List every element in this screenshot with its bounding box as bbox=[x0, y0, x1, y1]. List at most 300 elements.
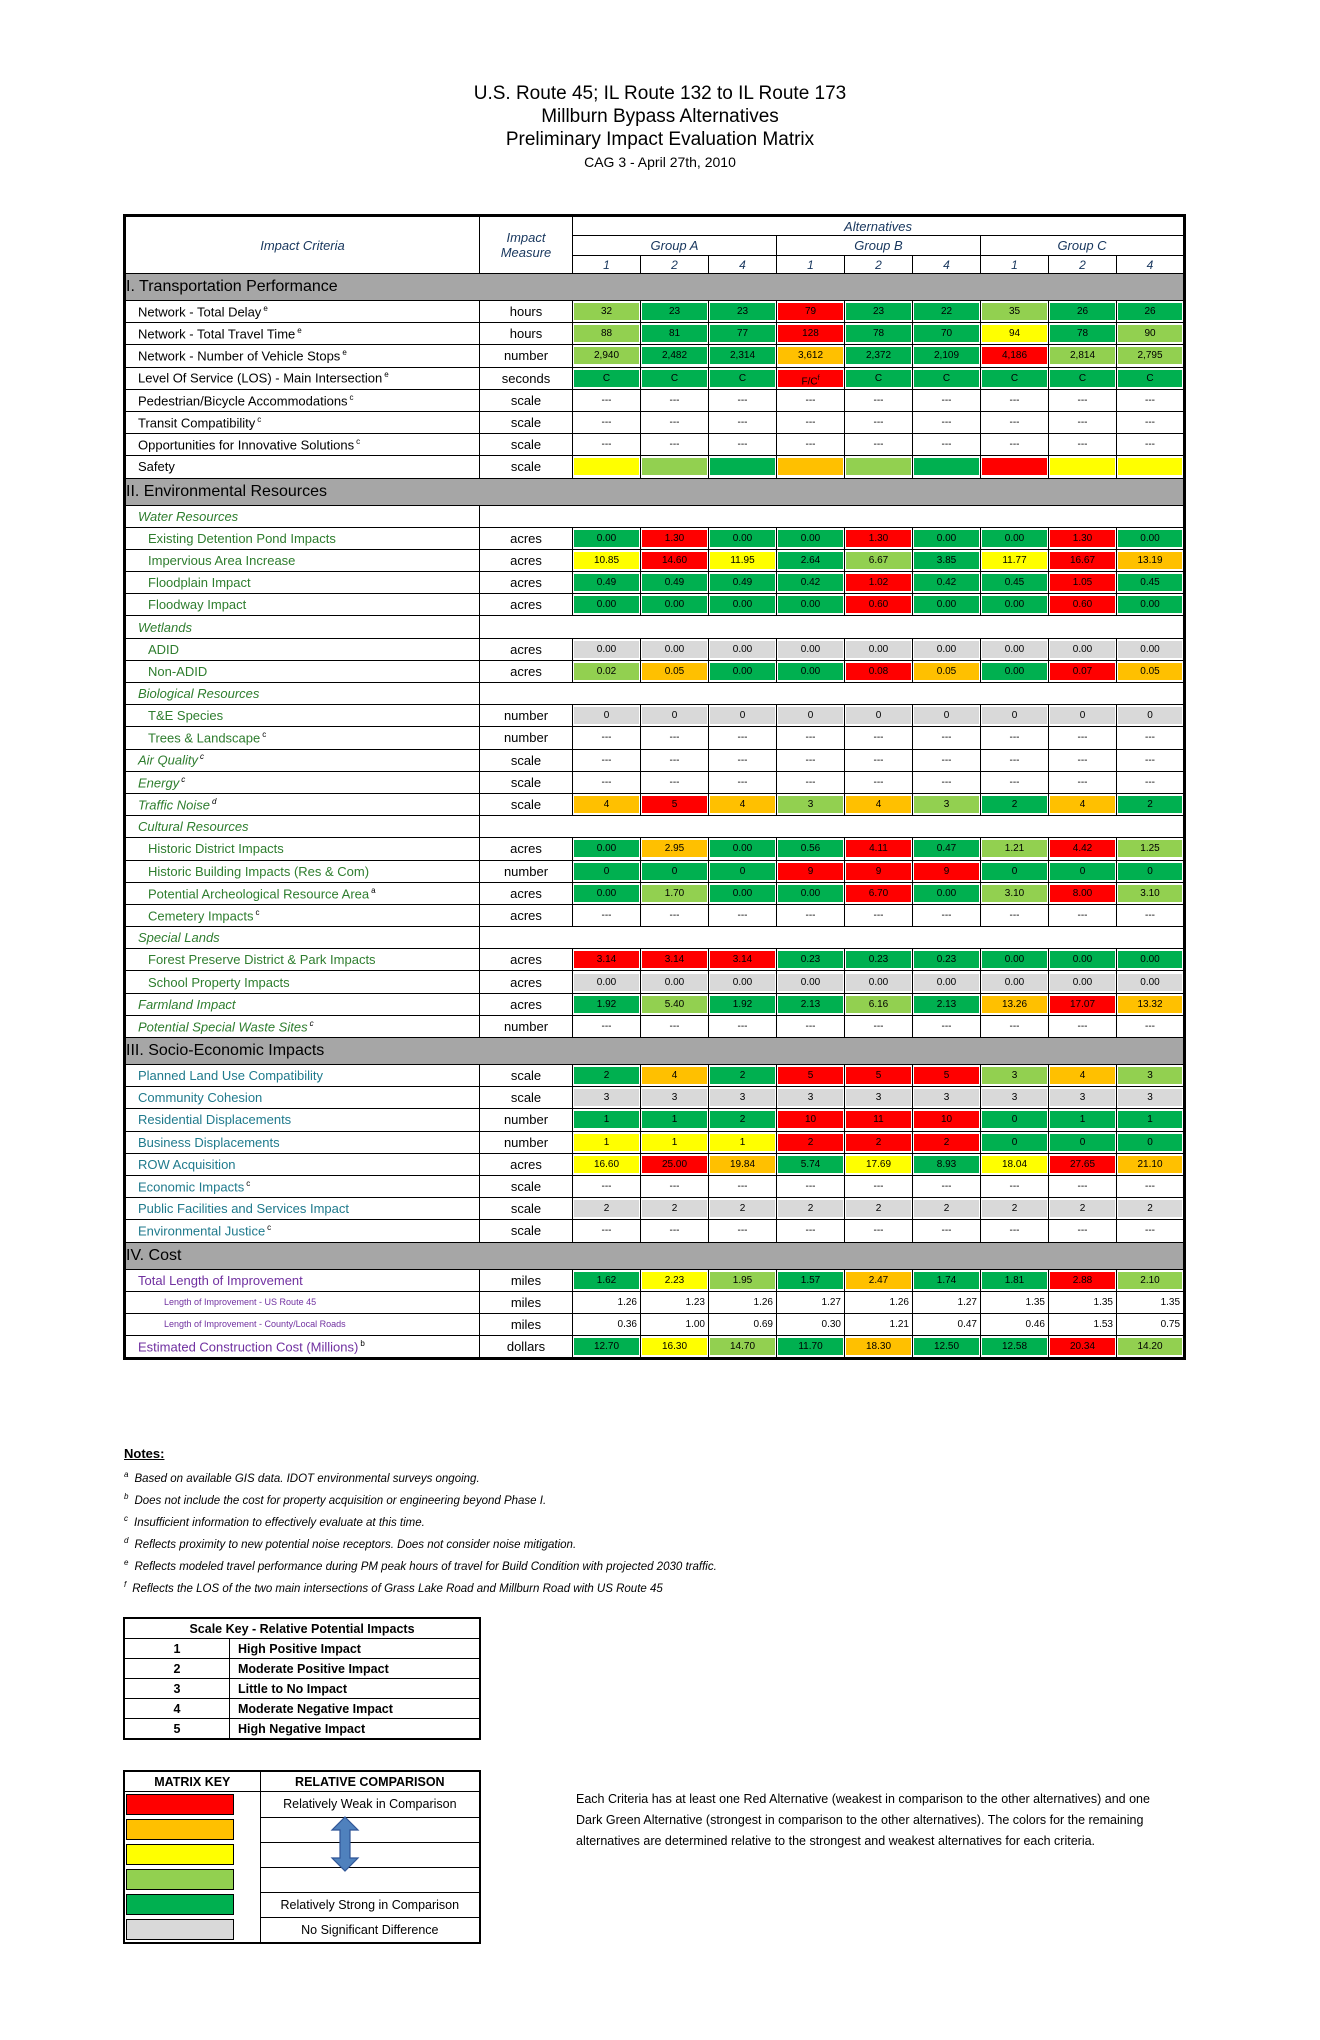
alternative-value-cell bbox=[709, 949, 777, 971]
value-swatch bbox=[642, 370, 707, 387]
value-swatch bbox=[574, 1294, 637, 1311]
alternative-value-cell bbox=[1117, 1109, 1185, 1131]
alternative-value-cell bbox=[573, 749, 641, 771]
value-swatch bbox=[1118, 530, 1182, 547]
criteria-row bbox=[125, 1220, 1185, 1242]
alternative-value-cell bbox=[641, 660, 709, 682]
alternative-value-cell bbox=[641, 1198, 709, 1220]
alternative-value: --- bbox=[1145, 1225, 1156, 1237]
alternative-value-cell bbox=[573, 771, 641, 793]
alternative-value: --- bbox=[669, 1225, 680, 1237]
alternative-value: --- bbox=[1145, 776, 1156, 788]
alternative-value: 1.26 bbox=[889, 1296, 909, 1308]
alternative-value-cell bbox=[981, 949, 1049, 971]
criteria-row bbox=[125, 549, 1185, 571]
alternative-value: 21.10 bbox=[1137, 1158, 1163, 1170]
alternative-value: 2 bbox=[807, 1203, 814, 1215]
footnote-marker: e bbox=[297, 326, 302, 336]
alternative-value: 16.67 bbox=[1069, 554, 1096, 566]
value-swatch bbox=[574, 752, 639, 769]
alternative-value: 3 bbox=[1011, 1092, 1018, 1104]
value-swatch bbox=[846, 1272, 911, 1289]
alternative-value-cell bbox=[777, 1109, 845, 1131]
alternative-value-cell bbox=[845, 323, 913, 345]
alternative-value-cell bbox=[1117, 1269, 1185, 1291]
alternative-value-cell bbox=[777, 549, 845, 571]
footnote-marker: c bbox=[309, 1018, 314, 1028]
value-swatch bbox=[1050, 996, 1115, 1013]
impact-measure: acres bbox=[480, 594, 573, 616]
value-swatch bbox=[778, 392, 843, 409]
alternative-value: --- bbox=[601, 417, 612, 429]
alternative-value-cell bbox=[641, 572, 709, 594]
value-swatch bbox=[710, 1067, 775, 1084]
value-swatch bbox=[1050, 1067, 1115, 1084]
value-swatch bbox=[914, 1156, 979, 1173]
alternative-value: 94 bbox=[1008, 328, 1021, 340]
alternative-value: --- bbox=[1145, 439, 1156, 451]
value-swatch bbox=[982, 1156, 1047, 1173]
value-swatch bbox=[846, 596, 911, 613]
criteria-row bbox=[125, 638, 1185, 660]
alternative-value-cell bbox=[913, 367, 981, 389]
criteria-row bbox=[125, 1065, 1185, 1087]
section-title: III. Socio-Economic Impacts bbox=[125, 1038, 1185, 1065]
alternative-value-cell bbox=[1117, 1065, 1185, 1087]
alternative-value: 16.60 bbox=[593, 1158, 620, 1170]
value-swatch bbox=[982, 951, 1047, 968]
impact-measure: scale bbox=[480, 1065, 573, 1087]
alternative-value: 0.00 bbox=[596, 843, 617, 855]
alternative-value: 5.40 bbox=[664, 998, 685, 1010]
value-swatch bbox=[846, 1018, 911, 1035]
alternative-value: 0.49 bbox=[732, 577, 753, 589]
alternative-value-cell bbox=[913, 993, 981, 1015]
value-swatch bbox=[982, 436, 1047, 453]
value-swatch bbox=[846, 1156, 911, 1173]
matrix-key-label: Relatively Strong in Comparison bbox=[260, 1892, 480, 1917]
criteria-label-text: Forest Preserve District & Park Impacts bbox=[148, 952, 376, 968]
value-swatch bbox=[1118, 663, 1182, 680]
value-swatch bbox=[1050, 1111, 1115, 1128]
alternative-value-cell bbox=[913, 860, 981, 882]
alternative-value: 5 bbox=[807, 1070, 814, 1082]
value-swatch bbox=[1050, 951, 1115, 968]
alternative-value: 0.00 bbox=[732, 643, 753, 655]
value-swatch bbox=[914, 1134, 979, 1151]
alternative-value: 78 bbox=[872, 328, 885, 340]
alternative-value: 6.70 bbox=[868, 887, 889, 899]
alternative-value-cell bbox=[1117, 860, 1185, 882]
value-swatch bbox=[710, 840, 775, 857]
alternative-value-cell bbox=[981, 456, 1049, 478]
value-swatch bbox=[778, 1222, 843, 1239]
value-swatch bbox=[778, 458, 843, 475]
matrix-key-swatch bbox=[126, 1894, 234, 1915]
alternative-value: --- bbox=[805, 754, 816, 766]
alternative-value: 10 bbox=[940, 1114, 953, 1126]
value-swatch bbox=[710, 458, 775, 475]
alternative-value-cell bbox=[641, 1336, 709, 1359]
value-swatch bbox=[846, 370, 911, 387]
alternative-value: 4.11 bbox=[869, 843, 888, 855]
value-swatch bbox=[1118, 436, 1182, 453]
alternative-value-cell bbox=[913, 727, 981, 749]
alternative-value: 1 bbox=[1147, 1114, 1153, 1126]
alternative-value-cell bbox=[913, 323, 981, 345]
criteria-label-text: Non-ADID bbox=[148, 663, 208, 679]
value-swatch bbox=[982, 885, 1047, 902]
alternative-value: --- bbox=[941, 394, 952, 406]
alternative-value: 1.26 bbox=[617, 1296, 637, 1308]
alternative-value: 3 bbox=[943, 1092, 950, 1104]
criteria-label bbox=[125, 345, 480, 367]
value-swatch bbox=[642, 974, 707, 991]
criteria-row bbox=[125, 727, 1185, 749]
color-explanation-text: Each Criteria has at least one Red Alternative (weakest in comparison to the other alternatives) and one Dark Green Alternative (strongest in comparison to the other alternatives). The colors for the remaining alternatives are determined relative to the strongest and weakest alternatives for each criteria. bbox=[576, 1792, 1150, 1848]
alternative-value: 0 bbox=[739, 865, 746, 877]
alternative-value: 1.74 bbox=[936, 1274, 957, 1286]
value-swatch bbox=[846, 1316, 909, 1333]
criteria-label-text: Floodplain Impact bbox=[148, 575, 251, 591]
value-swatch bbox=[846, 1089, 911, 1106]
alternative-value-cell bbox=[641, 949, 709, 971]
value-swatch bbox=[778, 907, 843, 924]
alternative-value: 23 bbox=[872, 306, 885, 318]
alternative-value-cell bbox=[641, 1153, 709, 1175]
alternative-value: 0 bbox=[1147, 1136, 1153, 1148]
value-swatch bbox=[710, 885, 775, 902]
alternative-value-cell bbox=[1049, 1087, 1117, 1109]
alternative-value: 0.42 bbox=[800, 577, 821, 589]
alternative-value-cell bbox=[913, 1153, 981, 1175]
alternative-value-cell bbox=[913, 638, 981, 660]
alternative-value-cell bbox=[981, 638, 1049, 660]
alternative-value-cell bbox=[845, 1175, 913, 1197]
alternative-value-cell bbox=[913, 549, 981, 571]
value-swatch bbox=[710, 1294, 773, 1311]
alternative-value: 17.07 bbox=[1069, 998, 1096, 1010]
value-swatch bbox=[1050, 436, 1115, 453]
value-swatch bbox=[846, 574, 911, 591]
alternative-value: 1.27 bbox=[821, 1296, 841, 1308]
alternative-value-cell bbox=[845, 1336, 913, 1359]
value-swatch bbox=[710, 574, 775, 591]
alternative-value-cell bbox=[641, 345, 709, 367]
alternative-value: --- bbox=[1145, 394, 1156, 406]
footnote-marker: a bbox=[371, 885, 376, 895]
alternative-value: 2 bbox=[603, 1203, 610, 1215]
alternative-value: 35 bbox=[1008, 306, 1021, 318]
alternative-value: --- bbox=[601, 394, 612, 406]
alternative-value-cell bbox=[777, 323, 845, 345]
value-swatch bbox=[982, 774, 1047, 791]
alternative-value: 18.04 bbox=[1001, 1158, 1028, 1170]
value-swatch bbox=[1118, 1018, 1182, 1035]
alternative-value-cell bbox=[709, 1175, 777, 1197]
alternative-value: --- bbox=[1009, 776, 1020, 788]
scale-key-table bbox=[123, 1617, 481, 1740]
alternative-value-cell bbox=[913, 434, 981, 456]
value-swatch bbox=[778, 996, 843, 1013]
criteria-row bbox=[125, 1109, 1185, 1131]
value-swatch bbox=[1118, 370, 1182, 387]
criteria-label-text: Length of Improvement - County/Local Roads bbox=[164, 1319, 346, 1330]
section-title: I. Transportation Performance bbox=[125, 274, 1185, 301]
alternative-value: 4 bbox=[1079, 799, 1086, 811]
header-impact-measure-line2: Measure bbox=[500, 245, 552, 260]
scale-key-number: 2 bbox=[124, 1659, 230, 1679]
alternative-value: 1.35 bbox=[1093, 1296, 1113, 1308]
value-swatch bbox=[1118, 840, 1182, 857]
alternative-value-cell bbox=[1049, 1220, 1117, 1242]
value-swatch bbox=[914, 641, 979, 658]
alternative-value-cell bbox=[641, 1291, 709, 1313]
value-swatch bbox=[642, 1018, 707, 1035]
value-swatch bbox=[1118, 752, 1182, 769]
alternative-value: --- bbox=[1077, 417, 1088, 429]
alternative-value-cell bbox=[777, 660, 845, 682]
scale-key-label: Moderate Positive Impact bbox=[230, 1659, 481, 1679]
alternative-value-cell bbox=[1117, 527, 1185, 549]
value-swatch bbox=[914, 1089, 979, 1106]
alternative-value-cell bbox=[845, 638, 913, 660]
alternative-value-cell bbox=[1117, 411, 1185, 433]
alternative-value: --- bbox=[1145, 1020, 1156, 1032]
value-swatch bbox=[710, 863, 775, 880]
value-swatch bbox=[1118, 458, 1182, 475]
alternative-value-cell bbox=[777, 594, 845, 616]
criteria-row bbox=[125, 1153, 1185, 1175]
alternative-value: 0.00 bbox=[732, 976, 753, 988]
alternative-value-cell bbox=[845, 411, 913, 433]
alternative-value-cell bbox=[573, 1087, 641, 1109]
criteria-label bbox=[125, 1291, 480, 1313]
alternative-value-cell bbox=[845, 727, 913, 749]
note-item bbox=[124, 1530, 717, 1552]
value-swatch bbox=[1050, 840, 1115, 857]
value-swatch bbox=[642, 951, 707, 968]
alternative-value-cell bbox=[573, 838, 641, 860]
alternative-value-cell bbox=[573, 638, 641, 660]
alternative-value-cell bbox=[573, 660, 641, 682]
impact-measure: number bbox=[480, 1131, 573, 1153]
alternative-value-cell bbox=[641, 367, 709, 389]
alternative-value-cell bbox=[1117, 301, 1185, 323]
alternative-value-cell bbox=[845, 660, 913, 682]
title-line-3: Preliminary Impact Evaluation Matrix bbox=[505, 129, 815, 150]
alternative-value-cell bbox=[981, 549, 1049, 571]
alternative-value-cell bbox=[709, 323, 777, 345]
value-swatch bbox=[982, 552, 1047, 569]
alternative-value-cell bbox=[1117, 638, 1185, 660]
alternative-value: 2,795 bbox=[1137, 350, 1163, 362]
criteria-row bbox=[125, 1175, 1185, 1197]
criteria-label-text: Special Lands bbox=[138, 930, 220, 946]
value-swatch bbox=[1118, 1200, 1182, 1217]
alternative-value: 77 bbox=[736, 328, 749, 340]
impact-measure: acres bbox=[480, 971, 573, 993]
alternative-value-cell bbox=[1117, 1336, 1185, 1359]
alternative-value: --- bbox=[669, 417, 680, 429]
value-swatch bbox=[982, 458, 1047, 475]
value-swatch bbox=[914, 325, 979, 342]
alternative-value: --- bbox=[601, 732, 612, 744]
alternative-value: --- bbox=[941, 417, 952, 429]
alternative-value: 0.00 bbox=[1072, 976, 1093, 988]
scale-key-header: Scale Key - Relative Potential Impacts bbox=[124, 1618, 480, 1639]
alternative-value: --- bbox=[669, 776, 680, 788]
scale-key-label: High Negative Impact bbox=[230, 1719, 481, 1740]
value-swatch bbox=[1050, 1018, 1115, 1035]
alternative-value: 5 bbox=[875, 1070, 882, 1082]
alternative-value-cell bbox=[845, 904, 913, 926]
criteria-label bbox=[125, 411, 480, 433]
alternative-value: 16.30 bbox=[661, 1341, 688, 1353]
criteria-label-text: Water Resources bbox=[138, 508, 239, 524]
alternative-value: 11.77 bbox=[1002, 554, 1027, 566]
alternative-value-cell bbox=[709, 434, 777, 456]
value-swatch bbox=[710, 392, 775, 409]
alternative-value-cell bbox=[1049, 1291, 1117, 1313]
alternative-value-cell bbox=[981, 389, 1049, 411]
impact-measure: acres bbox=[480, 549, 573, 571]
alternative-value-cell bbox=[1049, 456, 1117, 478]
value-swatch bbox=[914, 1018, 979, 1035]
alternative-value-cell bbox=[981, 1109, 1049, 1131]
alternative-value: 0.00 bbox=[596, 643, 617, 655]
impact-measure: scale bbox=[480, 389, 573, 411]
alternative-value-cell bbox=[709, 1336, 777, 1359]
alternative-value: 0.05 bbox=[664, 665, 685, 677]
alternative-value: 4 bbox=[671, 1070, 678, 1082]
value-swatch bbox=[982, 1294, 1045, 1311]
alternative-value-cell bbox=[709, 1291, 777, 1313]
alternative-value-cell bbox=[573, 1109, 641, 1131]
value-swatch bbox=[642, 325, 707, 342]
criteria-row bbox=[125, 434, 1185, 456]
alternative-value: --- bbox=[805, 1225, 816, 1237]
header-alternative-number: 2 bbox=[641, 256, 709, 274]
alternative-value: 0.00 bbox=[800, 532, 821, 544]
value-swatch bbox=[710, 530, 775, 547]
alternative-value-cell bbox=[641, 904, 709, 926]
impact-measure: number bbox=[480, 1109, 573, 1131]
value-swatch bbox=[846, 1111, 911, 1128]
value-swatch bbox=[778, 707, 843, 724]
alternative-value-cell bbox=[573, 301, 641, 323]
alternative-value-cell bbox=[709, 367, 777, 389]
alternative-value-cell bbox=[913, 411, 981, 433]
alternative-value-cell bbox=[1117, 727, 1185, 749]
alternative-value: 2 bbox=[1079, 1203, 1086, 1215]
alternative-value-cell bbox=[845, 1087, 913, 1109]
alternative-value: 0.00 bbox=[800, 599, 821, 611]
value-swatch bbox=[778, 530, 843, 547]
matrix-key-row bbox=[124, 1842, 480, 1867]
alternative-value-cell bbox=[709, 345, 777, 367]
alternative-value-cell bbox=[709, 993, 777, 1015]
alternative-value: C bbox=[874, 372, 883, 384]
alternative-value: 0.00 bbox=[664, 599, 685, 611]
alternative-value-cell bbox=[845, 1313, 913, 1335]
alternative-value-cell bbox=[1049, 1198, 1117, 1220]
criteria-label-text: Trees & Landscape bbox=[148, 730, 261, 746]
scale-key-number: 1 bbox=[124, 1639, 230, 1659]
alternative-value-cell bbox=[641, 1269, 709, 1291]
criteria-row bbox=[125, 749, 1185, 771]
alternative-value-cell bbox=[777, 1313, 845, 1335]
alternative-value: 1.35 bbox=[1025, 1296, 1045, 1308]
alternative-value-cell bbox=[913, 1015, 981, 1037]
alternative-value: --- bbox=[873, 754, 884, 766]
note-item bbox=[124, 1508, 717, 1530]
alternative-value: 0 bbox=[739, 710, 746, 722]
value-swatch bbox=[1050, 370, 1115, 387]
alternative-value-cell bbox=[777, 1175, 845, 1197]
criteria-label bbox=[125, 549, 480, 571]
alternative-value: 2.64 bbox=[800, 554, 821, 566]
alternative-value-cell bbox=[573, 1065, 641, 1087]
alternative-value-cell bbox=[913, 1175, 981, 1197]
alternative-value-cell bbox=[709, 1065, 777, 1087]
value-swatch bbox=[574, 885, 639, 902]
alternative-value: 0.75 bbox=[1160, 1318, 1181, 1330]
value-swatch bbox=[642, 1338, 707, 1355]
alternative-value: 0.00 bbox=[1140, 532, 1160, 544]
alternative-value: --- bbox=[601, 754, 612, 766]
section-header-row bbox=[125, 1038, 1185, 1065]
value-swatch bbox=[846, 951, 911, 968]
alternative-value-cell bbox=[1117, 594, 1185, 616]
value-swatch bbox=[982, 1089, 1047, 1106]
alternative-value: --- bbox=[873, 732, 884, 744]
criteria-label-text: Pedestrian/Bicycle Accommodations bbox=[138, 393, 348, 408]
criteria-label bbox=[125, 434, 480, 456]
value-swatch bbox=[710, 907, 775, 924]
value-swatch bbox=[710, 347, 775, 364]
impact-measure: acres bbox=[480, 882, 573, 904]
scale-key-number: 4 bbox=[124, 1699, 230, 1719]
impact-measure: hours bbox=[480, 301, 573, 323]
value-swatch bbox=[710, 774, 775, 791]
alternative-value-cell bbox=[641, 1109, 709, 1131]
alternative-value-cell bbox=[1049, 1065, 1117, 1087]
criteria-label bbox=[125, 949, 480, 971]
alternative-value-cell bbox=[1117, 1175, 1185, 1197]
alternative-value-cell bbox=[981, 411, 1049, 433]
criteria-label-text: Wetlands bbox=[138, 619, 192, 635]
footnote-marker: d bbox=[212, 796, 217, 806]
alternative-value: 1.21 bbox=[1004, 843, 1025, 855]
value-swatch bbox=[642, 436, 707, 453]
alternative-value-cell bbox=[1049, 527, 1117, 549]
alternative-value: 70 bbox=[940, 328, 953, 340]
alternative-value: 1.25 bbox=[1140, 843, 1160, 855]
alternative-value-cell bbox=[573, 1336, 641, 1359]
alternative-value: 1.02 bbox=[868, 577, 889, 589]
alternative-value-cell bbox=[1117, 771, 1185, 793]
alternative-value: 2.23 bbox=[664, 1274, 685, 1286]
alternative-value-cell bbox=[913, 882, 981, 904]
alternative-value-cell bbox=[845, 456, 913, 478]
alternative-value-cell bbox=[913, 301, 981, 323]
criteria-row bbox=[125, 971, 1185, 993]
alternative-value: 3 bbox=[603, 1092, 610, 1104]
value-swatch bbox=[982, 907, 1047, 924]
alternative-value: 0.00 bbox=[1004, 643, 1025, 655]
impact-measure: scale bbox=[480, 1220, 573, 1242]
